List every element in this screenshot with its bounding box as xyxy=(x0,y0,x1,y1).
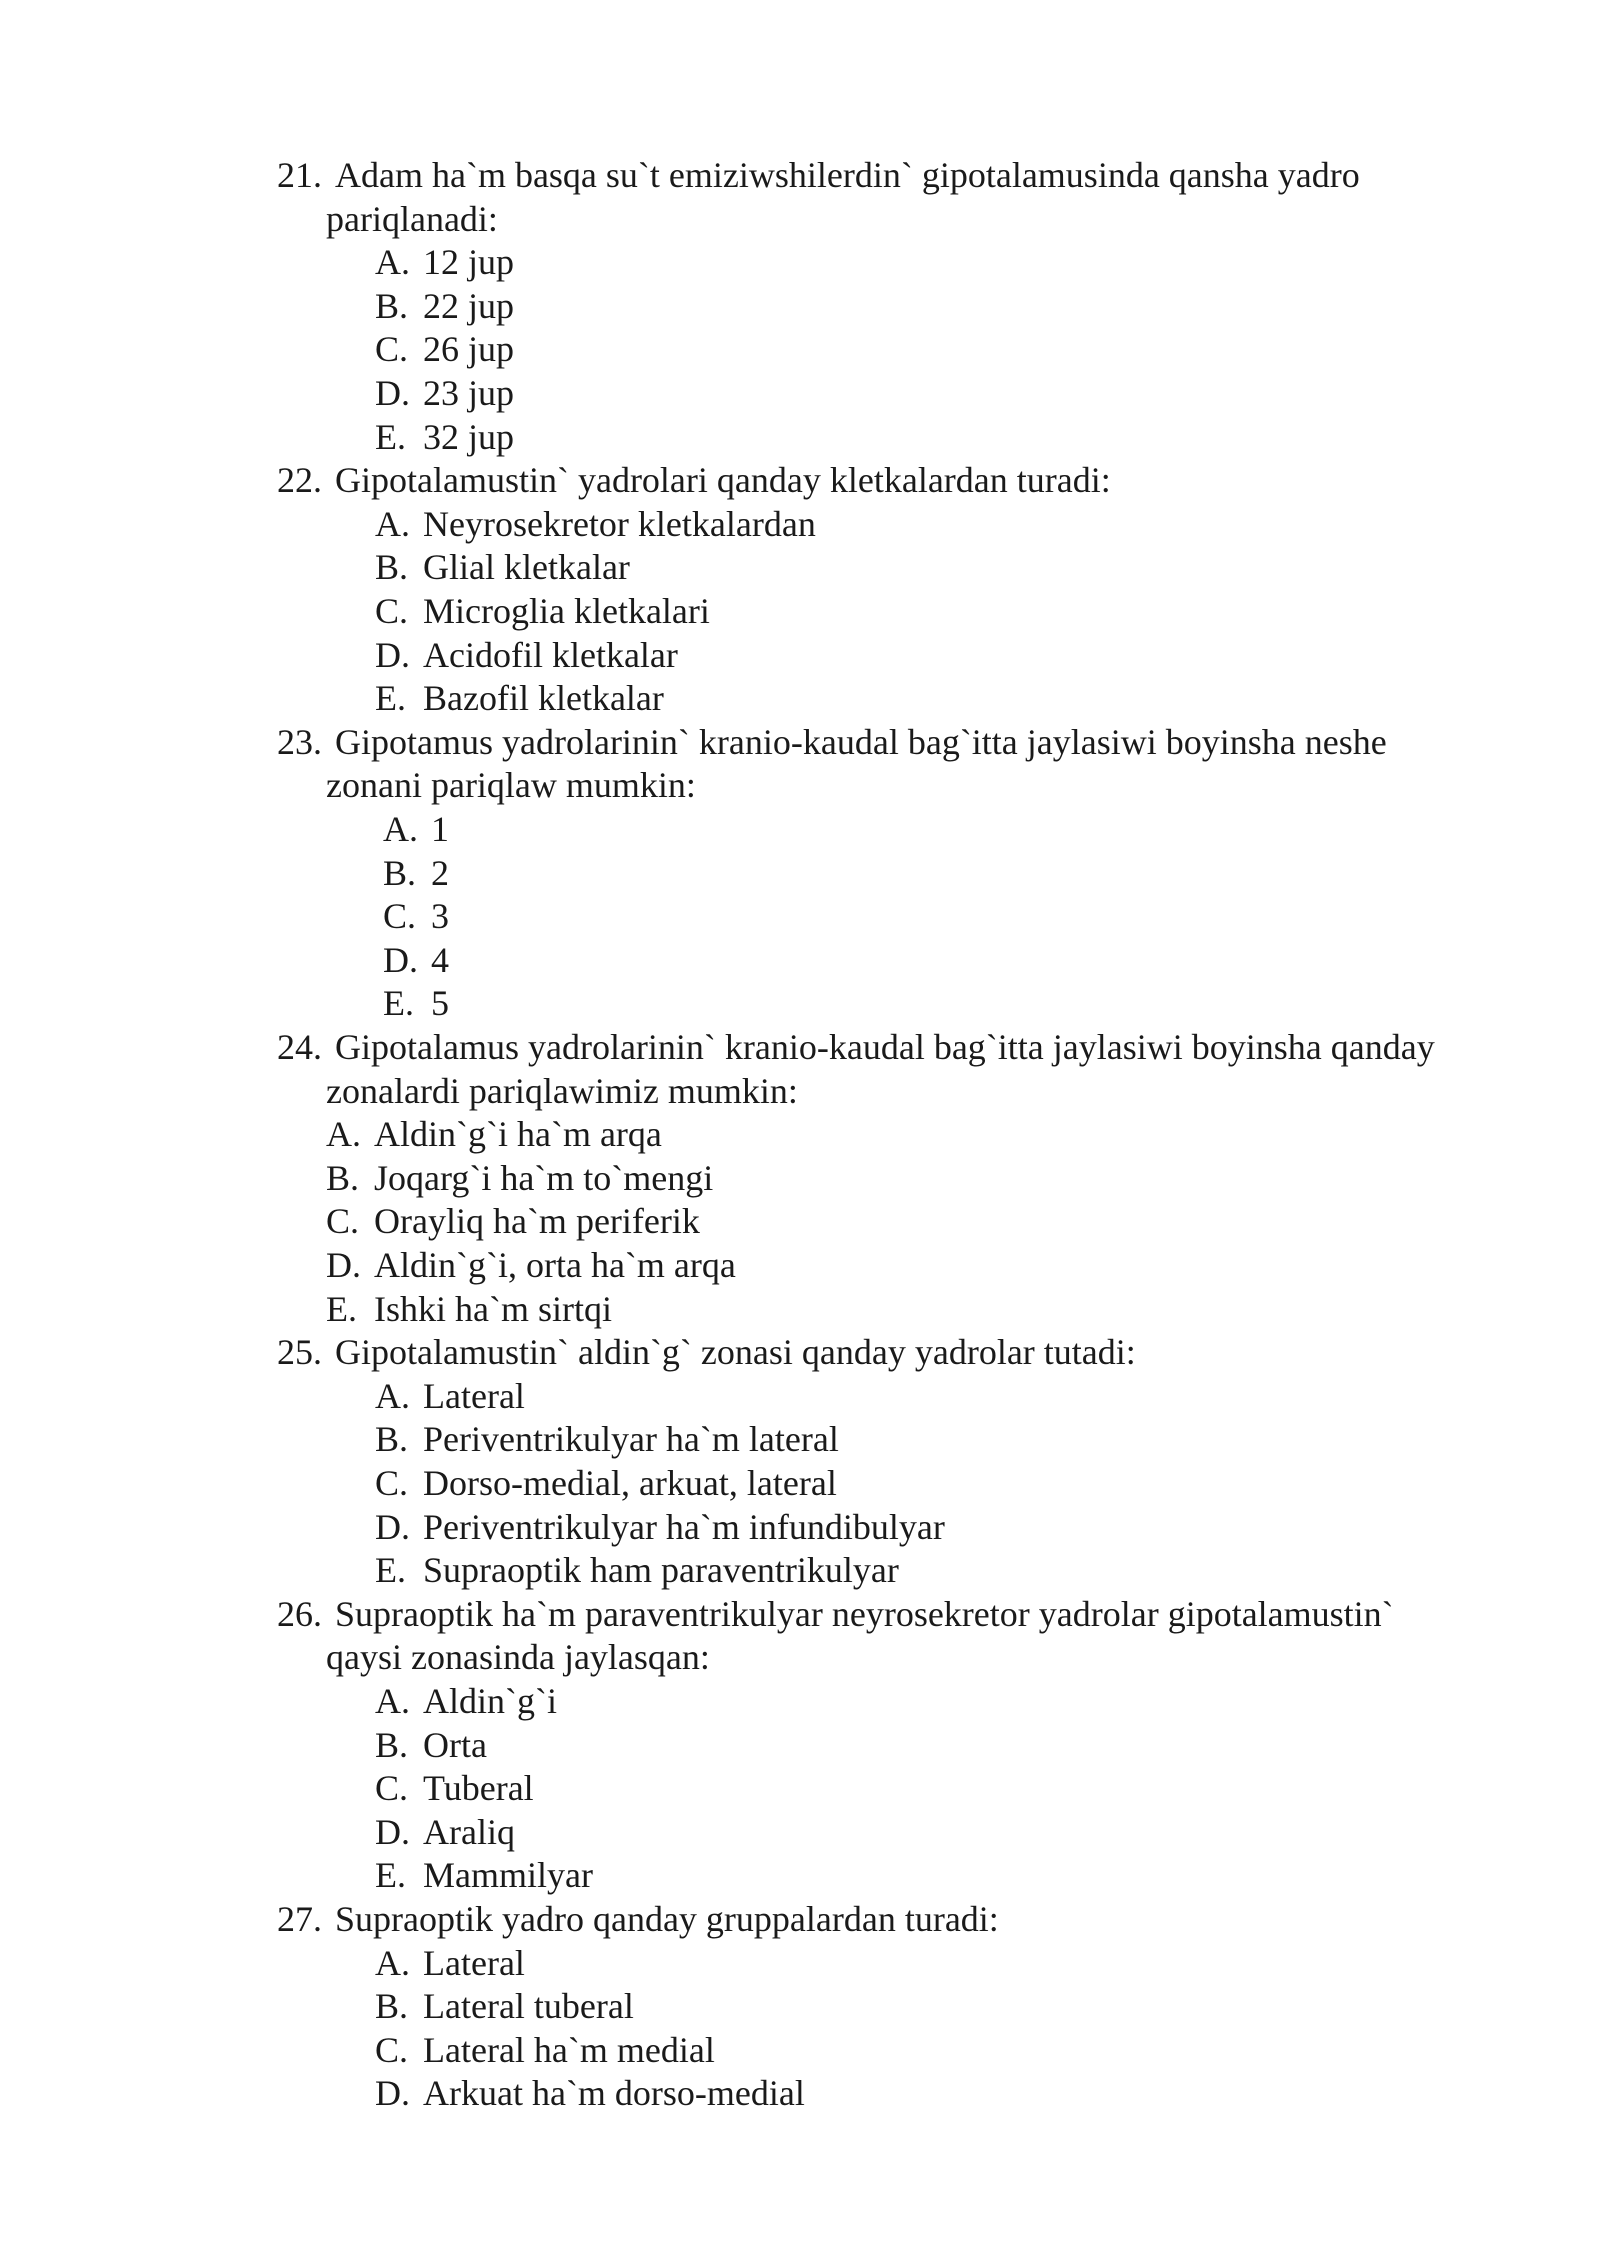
option-item xyxy=(375,1811,515,1855)
option-text: 3 xyxy=(431,896,449,937)
option-item xyxy=(375,1724,487,1768)
question-21 xyxy=(277,154,1360,198)
option-text: Lateral ha`m medial xyxy=(423,2029,715,2070)
option-item xyxy=(375,2029,715,2073)
question-number: 25. xyxy=(277,1332,322,1373)
option-item xyxy=(375,1418,839,1462)
option-item xyxy=(375,590,710,634)
option-item xyxy=(375,677,664,721)
option-letter: D. xyxy=(383,939,418,980)
option-letter: C. xyxy=(383,896,417,937)
question-text: Gipotalamustin` yadrolari qanday kletkalardan turadi: xyxy=(335,460,1111,501)
question-text: Supraoptik yadro qanday gruppalardan turadi: xyxy=(335,1899,999,1939)
option-letter: D. xyxy=(326,1245,361,1285)
option-letter: E. xyxy=(375,416,406,457)
option-text: 26 jup xyxy=(423,329,515,370)
option-text: 4 xyxy=(431,939,449,980)
option-item xyxy=(375,1375,525,1419)
option-item xyxy=(375,416,514,460)
option-item xyxy=(375,241,514,285)
option-item xyxy=(383,852,449,896)
option-letter: A. xyxy=(383,809,418,849)
question-text: Gipotalamus yadrolarinin` kranio-kaudal bag`itta jaylasiwi boyinsha qanday xyxy=(335,1027,1435,1067)
option-text: Aldin`g`i, orta ha`m arqa xyxy=(374,1245,736,1285)
option-letter: A. xyxy=(375,1681,410,1721)
option-item xyxy=(326,1113,662,1157)
option-text: 5 xyxy=(431,983,449,1024)
option-item xyxy=(375,1462,837,1506)
option-text: Lateral xyxy=(423,1942,525,1983)
option-item xyxy=(375,1506,945,1550)
option-text: Bazofil kletkalar xyxy=(423,678,664,719)
option-item xyxy=(375,634,678,678)
option-letter: C. xyxy=(375,1463,409,1503)
option-text: Aldin`g`i ha`m arqa xyxy=(374,1114,662,1155)
question-text: Gipotamus yadrolarinin` kranio-kaudal bag`itta jaylasiwi boyinsha neshe xyxy=(335,721,1387,762)
option-text: 23 jup xyxy=(423,373,515,413)
option-letter: A. xyxy=(375,503,410,544)
question-number: 24. xyxy=(277,1027,322,1067)
option-letter: D. xyxy=(375,2073,410,2114)
question-24 xyxy=(277,1026,1435,1070)
option-text: 32 jup xyxy=(423,416,515,457)
question-text: Adam ha`m basqa su`t emiziwshilerdin` gipotalamusinda qansha yadro xyxy=(335,155,1360,195)
option-letter: E. xyxy=(375,1855,406,1896)
option-item xyxy=(326,1244,736,1288)
option-text: Arkuat ha`m dorso-medial xyxy=(423,2073,805,2114)
option-text: 2 xyxy=(431,852,449,893)
option-item xyxy=(375,1680,557,1724)
option-text: Periventrikulyar ha`m lateral xyxy=(423,1419,839,1460)
question-text: Gipotalamustin` aldin`g` zonasi qanday yadrolar tutadi: xyxy=(335,1332,1136,1373)
question-27 xyxy=(277,1898,999,1942)
option-letter: D. xyxy=(375,1506,410,1547)
option-letter: D. xyxy=(375,1811,410,1852)
question-22 xyxy=(277,459,1111,503)
option-text: Mammilyar xyxy=(423,1855,593,1896)
option-text: 1 xyxy=(431,809,449,849)
option-item xyxy=(375,328,514,372)
option-text: Glial kletkalar xyxy=(423,547,630,588)
option-item xyxy=(383,895,449,939)
option-item xyxy=(375,285,514,329)
option-letter: C. xyxy=(375,329,409,370)
option-letter: A. xyxy=(375,242,410,283)
question-number: 23. xyxy=(277,721,322,762)
option-letter: C. xyxy=(326,1201,360,1242)
option-text: 12 jup xyxy=(423,242,515,283)
option-text: Supraoptik ham paraventrikulyar xyxy=(423,1550,899,1591)
option-letter: A. xyxy=(375,1942,410,1983)
option-letter: B. xyxy=(375,285,409,326)
option-text: Orta xyxy=(423,1724,487,1765)
option-letter: C. xyxy=(375,591,409,631)
option-letter: A. xyxy=(326,1114,361,1155)
option-text: Microglia kletkalari xyxy=(423,591,710,631)
option-item xyxy=(383,808,449,852)
option-letter: B. xyxy=(326,1157,360,1198)
option-text: Neyrosekretor kletkalardan xyxy=(423,503,816,544)
option-item xyxy=(375,1854,593,1898)
question-23 xyxy=(277,721,1387,765)
option-item xyxy=(383,939,449,983)
question-text-continuation: zonani pariqlaw mumkin: xyxy=(326,765,696,806)
option-letter: B. xyxy=(375,1419,409,1460)
question-26 xyxy=(277,1593,1394,1637)
option-letter: B. xyxy=(383,852,417,893)
option-text: Lateral tuberal xyxy=(423,1986,634,2027)
question-25 xyxy=(277,1331,1136,1375)
option-item xyxy=(375,503,816,547)
option-item xyxy=(383,982,449,1026)
question-text: Supraoptik ha`m paraventrikulyar neyrosekretor yadrolar gipotalamustin` xyxy=(335,1593,1394,1634)
option-letter: B. xyxy=(375,1724,409,1765)
option-text: Periventrikulyar ha`m infundibulyar xyxy=(423,1506,945,1547)
option-item xyxy=(375,1767,534,1811)
option-letter: E. xyxy=(383,983,414,1024)
option-text: Aldin`g`i xyxy=(423,1681,557,1721)
option-letter: B. xyxy=(375,1986,409,2027)
question-number: 22. xyxy=(277,460,322,501)
option-item xyxy=(375,546,630,590)
option-item xyxy=(375,1985,634,2029)
option-text: Araliq xyxy=(423,1811,515,1852)
option-text: Dorso-medial, arkuat, lateral xyxy=(423,1463,837,1503)
option-text: Ishki ha`m sirtqi xyxy=(374,1288,612,1329)
option-text: Acidofil kletkalar xyxy=(423,634,678,675)
option-item xyxy=(375,372,514,416)
option-item xyxy=(375,1942,525,1986)
option-text: 22 jup xyxy=(423,285,515,326)
question-text-continuation: pariqlanadi: xyxy=(326,198,498,239)
option-text: Orayliq ha`m periferik xyxy=(374,1201,700,1242)
option-letter: D. xyxy=(375,634,410,675)
option-letter: E. xyxy=(326,1288,357,1329)
option-text: Joqarg`i ha`m to`mengi xyxy=(374,1157,714,1198)
option-letter: E. xyxy=(375,1550,406,1591)
option-letter: A. xyxy=(375,1375,410,1416)
option-item xyxy=(326,1157,713,1201)
option-item xyxy=(326,1200,700,1244)
option-letter: E. xyxy=(375,678,406,719)
question-number: 26. xyxy=(277,1593,322,1634)
option-item xyxy=(326,1288,612,1332)
question-number: 21. xyxy=(277,155,322,195)
option-item xyxy=(375,1549,899,1593)
question-text-continuation: zonalardi pariqlawimiz mumkin: xyxy=(326,1070,798,1111)
option-text: Tuberal xyxy=(423,1768,534,1809)
option-letter: B. xyxy=(375,547,409,588)
option-letter: C. xyxy=(375,2029,409,2070)
option-item xyxy=(375,2072,805,2116)
option-text: Lateral xyxy=(423,1375,525,1416)
question-number: 27. xyxy=(277,1899,322,1939)
option-letter: C. xyxy=(375,1768,409,1809)
option-letter: D. xyxy=(375,373,410,413)
question-text-continuation: qaysi zonasinda jaylasqan: xyxy=(326,1637,710,1678)
